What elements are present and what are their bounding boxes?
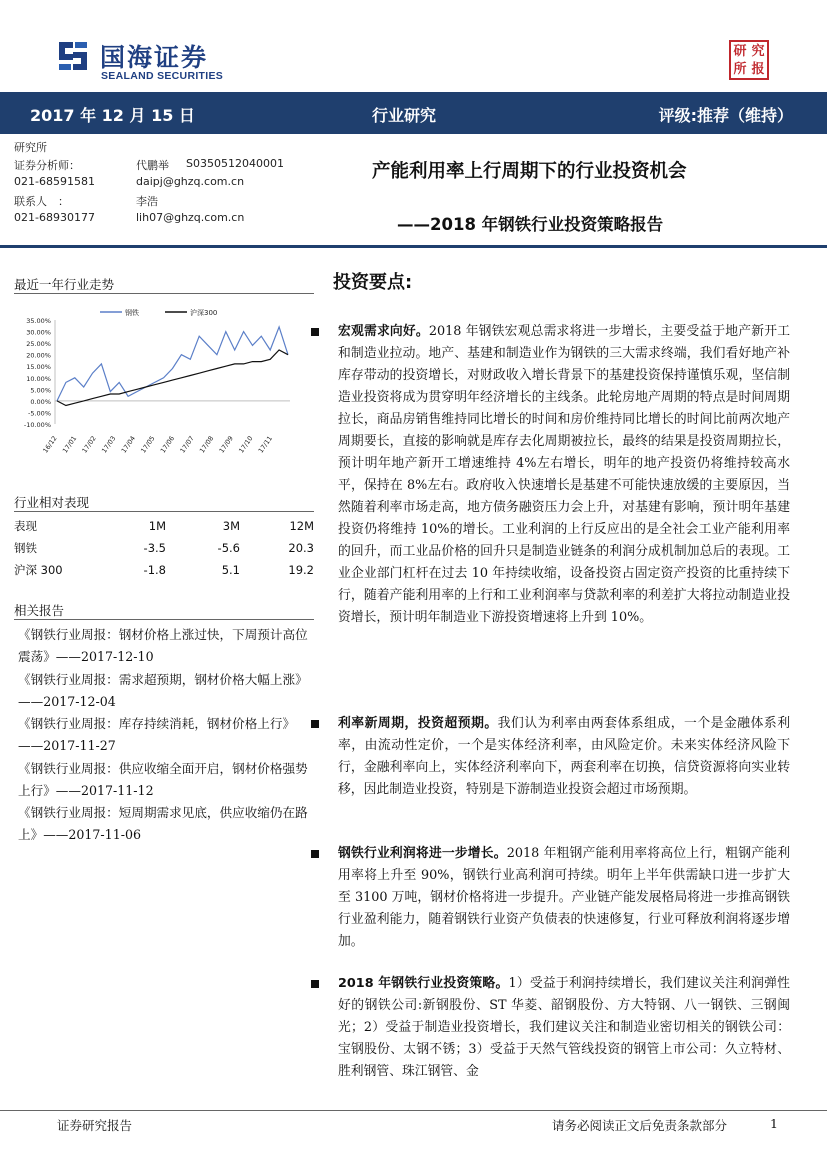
y-tick-label: 10.00% [26,374,51,383]
seal-char: 报 [751,61,765,77]
y-tick-label: 35.00% [26,317,51,325]
brand-name-cn: 国海证券 [100,43,209,72]
x-tick-label: 17/01 [60,434,79,455]
key-point [338,843,790,953]
table-cell: 19.2 [288,563,314,577]
analyst-role: 证券分析师： [14,159,80,172]
seal-char: 所 [733,61,747,77]
x-tick-label: 17/11 [256,434,275,455]
performance-table [14,515,314,581]
contact-role: 联系人 ： [14,195,69,208]
table-header: 1M [148,519,166,533]
report-type: 行业研究 [372,106,437,125]
brand-name-en: SEALAND SECURITIES [101,70,224,82]
key-point-text: 2018 年钢铁宏观总需求将进一步增长，主要受益于地产新开工和制造业拉动。地产、基建和制造业作为钢铁的三大需求终端，我们看好地产补库存带动的投资增长，对财政收入增长背景下的基建投资保持谨慎乐观，坚信制造业投资将成为贯穿明年经济增长的主线条。此轮房地产周期的特点是时间周期拉长，商品房销售维持同比增长的时间和房价维持同比增长的时间比前两次地产周期要长，直接的影响就是库存去化周期被拉长，最终的结果是投资周期拉长，预计明年地产新开工增速维持 4%左右增长，明年的地产投资仍将维持较高水平，保持在 8%左右。政府收入快速增长是基建不可能快速放缓的主要原因，当然随着利率市场走高，地方债务融资压力会上升，对基建有影响，预计明年基建投资仍将维持 10%的增长。工业利润的上行反应出的是全社会工业产能利用率的回升，而工业品价格的回升只是制造业链条的利润分成机制加总后的表现。工业企业部门杠杆在过去 10 年持续收缩，设备投资占固定资产投资的比重持续下行，随着产能利用率的上行和工业利润率与贷款利率的利差扩大将拉动制造业投资增长，预计明年制造业下游投资增速将上升到 10%。 [338,324,791,625]
related-report-link[interactable]: 《钢铁行业周报：短周期需求见底，供应收缩仍在路上》——2017-11-06 [18,805,308,842]
seal-char: 究 [751,43,765,59]
legend-label: 钢铁 [125,309,139,317]
report-date: 2017 年 12 月 15 日 [30,106,195,125]
x-tick-label: 17/04 [119,434,137,455]
contact-email[interactable]: lih07@ghzq.com.cn [136,211,245,224]
key-point-text: 我们认为利率由两套体系组成，一个是金融体系利率，由流动性定价，一个是实体经济利率，由风险定价。未来实体经济风险下行，金融利率向上，实体经济利率向下，两套利率在切换，信贷资源将向实业转移，因此制造业投资，特别是下游制造业投资会超过市场预期。 [338,716,791,797]
key-point-text: 1）受益于利润持续增长，我们建议关注利润弹性好的钢铁公司:新钢股份、ST 华菱、韶钢股份、方大特钢、八一钢铁、三钢闽光；2）受益于制造业投资增长，我们建议关注和制造业密切相关的钢铁公司：宝钢股份、太钢不锈；3）受益于天然气管线投资的钢管上市公司：久立特材、胜利钢管、珠江钢管、金 [338,976,790,1079]
related-report-link[interactable]: 《钢铁行业周报：供应收缩全面开启，钢材价格强势上行》——2017-11-12 [18,760,308,798]
key-point-lead: 利率新周期，投资超预期。 [338,716,498,731]
table-header: 表现 [14,519,37,533]
y-tick-label: -5.00% [28,409,51,418]
performance-heading: 行业相对表现 [14,495,90,510]
related-report-link[interactable]: 《钢铁行业周报：库存持续消耗，钢材价格上行》——2017-11-27 [18,716,296,753]
x-tick-label: 17/07 [178,434,196,455]
legend-label: 沪深300 [190,309,218,317]
page-number: 1 [770,1116,778,1131]
table-cell: -1.8 [143,563,166,577]
bullet-square-icon [311,720,319,728]
performance-heading-rule [14,511,314,512]
table-header-row [14,515,314,537]
analyst-email[interactable]: daipj@ghzq.com.cn [136,175,245,188]
table-row [14,537,314,559]
trend-heading: 最近一年行业走势 [14,277,115,292]
y-tick-label: 15.00% [26,363,51,372]
key-point-lead: 宏观需求向好。 [338,324,429,339]
contact-name: 李浩 [136,195,158,208]
report-banner [0,92,827,134]
industry-trend-chart [0,296,300,456]
table-cell: -3.5 [143,541,166,555]
sealand-logo-icon [55,38,91,74]
table-header: 3M [222,519,240,533]
table-header: 12M [289,519,314,533]
table-cell: 沪深 300 [14,563,63,577]
x-tick-label: 17/02 [80,434,98,455]
dept-label: 研究所 [14,141,47,154]
related-report-link[interactable]: 《钢铁行业周报：钢材价格上涨过快，下周预计高位震荡》——2017-12-10 [18,627,308,664]
key-point [338,713,790,801]
key-point [338,321,790,629]
analyst-phone: 021-68591581 [14,175,95,188]
footer-disclaimer: 请务必阅读正文后免责条款部分 [552,1118,728,1133]
bullet-square-icon [311,850,319,858]
contact-phone: 021-68930177 [14,211,95,224]
x-tick-label: 17/06 [158,434,177,455]
report-title: 产能利用率上行周期下的行业投资机会 [372,161,687,182]
series-line [57,350,288,406]
seal-char: 研 [733,43,747,59]
x-tick-label: 17/05 [139,434,157,455]
table-cell: -5.6 [217,541,240,555]
y-tick-label: 20.00% [26,351,51,360]
x-tick-label: 17/03 [100,434,118,455]
header-divider [0,245,827,248]
x-tick-label: 17/09 [217,434,235,455]
key-point-lead: 2018 年钢铁行业投资策略。 [338,976,509,991]
key-point-lead: 钢铁行业利润将进一步增长。 [338,846,507,861]
y-tick-label: 30.00% [26,328,51,337]
bullet-square-icon [311,328,319,336]
bullet-square-icon [311,980,319,988]
y-tick-label: 25.00% [26,340,51,349]
y-tick-label: -10.00% [23,421,51,429]
x-tick-label: 17/08 [198,434,216,455]
research-seal-stamp [729,40,769,80]
x-tick-label: 17/10 [237,434,255,455]
y-tick-label: 5.00% [30,386,51,395]
y-tick-label: 0.00% [30,397,51,406]
footer-rule [0,1110,827,1111]
related-report-link[interactable]: 《钢铁行业周报：需求超预期，钢材价格大幅上涨》——2017-12-04 [18,671,308,709]
report-subtitle: ——2018 年钢铁行业投资策略报告 [397,215,664,234]
analyst-cert: S0350512040001 [186,157,284,170]
report-rating: 评级:推荐（维持） [658,106,793,125]
series-line [57,327,288,401]
table-cell: 5.1 [221,563,240,577]
reports-heading: 相关报告 [14,603,65,618]
table-row [14,559,314,581]
analyst-name: 代鹏举 [136,159,169,172]
key-point [338,973,790,1083]
key-points-heading: 投资要点: [333,272,413,293]
trend-chart-svg [0,296,300,456]
key-point-text: 2018 年粗钢产能利用率将高位上行，粗钢产能利用率将上升至 90%，钢铁行业高利润可持续。明年上半年供需缺口进一步扩大至 3100 万吨，钢材价格将进一步提升。产业链产能发展格局将进一步推高钢铁行业盈利能力，随着钢铁行业资产负债表的快速修复，行业可释放利润将逐步增加。 [338,846,791,949]
footer-left: 证券研究报告 [57,1118,133,1133]
reports-heading-rule [14,619,314,620]
table-cell: 钢铁 [14,541,37,555]
table-cell: 20.3 [288,541,314,555]
related-reports-list [18,624,318,847]
x-tick-label: 16/12 [41,434,59,455]
trend-heading-rule [14,293,314,294]
